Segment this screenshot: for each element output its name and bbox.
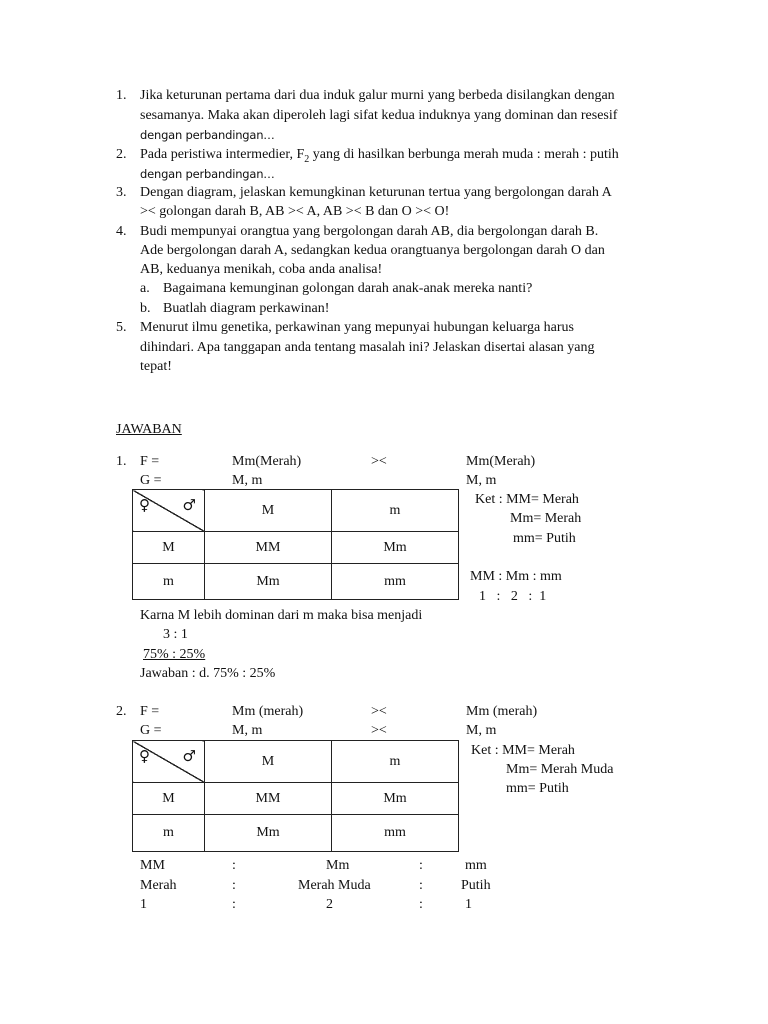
- question-1-line-1: Jika keturunan pertama dari dua induk galur murni yang berbeda disilangkan dengan: [140, 88, 615, 103]
- question-4a-label: a.: [140, 281, 150, 296]
- answer-2-ket-2: Mm= Merah Muda: [506, 762, 614, 777]
- question-4-line-1: Budi mempunyai orangtua yang bergolongan darah AB, dia bergolongan darah B.: [140, 224, 599, 239]
- answer-1-gamete-2: M, m: [466, 473, 497, 488]
- question-5-line-1: Menurut ilmu genetika, perkawinan yang mepunyai hubungan keluarga harus: [140, 320, 575, 335]
- answer-2-parent-2: Mm (merah): [466, 704, 538, 719]
- answer-1-row-label: M: [133, 532, 205, 564]
- answer-2-ket-1: Ket : MM= Merah: [471, 743, 575, 758]
- question-5-number: 5.: [116, 320, 127, 335]
- answer-1-corner-cell: [133, 490, 205, 532]
- answer-1-ratio-values: 1 : 2 : 1: [479, 589, 547, 604]
- summary-colon: :: [232, 897, 236, 912]
- answer-1-number: 1.: [116, 454, 127, 469]
- male-symbol-icon: ♂: [182, 496, 196, 514]
- summary-colon: :: [419, 897, 423, 912]
- answer-1-ket-1: Ket : MM= Merah: [475, 492, 579, 507]
- summary-ratio-1: 1: [140, 897, 147, 912]
- answer-1-gamete-1: M, m: [232, 473, 263, 488]
- question-4b-text: Buatlah diagram perkawinan!: [163, 301, 330, 316]
- answer-2-parent-1: Mm (merah): [232, 704, 304, 719]
- female-symbol-icon: ♀: [139, 747, 150, 765]
- question-5-line-2: dihindari. Apa tanggapan anda tentang masalah ini? Jelaskan disertai alasan yang: [140, 340, 595, 355]
- answer-1-cell: MM: [205, 532, 332, 564]
- answer-1-cell: Mm: [205, 564, 332, 600]
- answer-2-number: 2.: [116, 704, 127, 719]
- question-1-tail: dengan perbandingan…: [140, 128, 275, 142]
- question-4-line-2: Ade bergolongan darah A, sedangkan kedua orangtuanya bergolongan darah O dan: [140, 243, 605, 258]
- answer-2-row-label: M: [133, 783, 205, 815]
- question-1-number: 1.: [116, 88, 127, 103]
- answer-1-g-label: G =: [140, 473, 162, 488]
- summary-phenotype-merah: Merah: [140, 878, 177, 893]
- summary-genotype-mm-het: Mm: [326, 858, 350, 873]
- answer-2-f-label: F =: [140, 704, 160, 719]
- summary-genotype-mm-dom: MM: [140, 858, 165, 873]
- answer-1-f-label: F =: [140, 454, 160, 469]
- answer-1-ket-2: Mm= Merah: [510, 511, 582, 526]
- answer-2-cell: MM: [205, 783, 332, 815]
- question-4b-label: b.: [140, 301, 151, 316]
- question-2-number: 2.: [116, 147, 127, 162]
- summary-phenotype-putih: Putih: [461, 878, 491, 893]
- female-symbol-icon: ♀: [139, 496, 150, 514]
- summary-ratio-2: 2: [326, 897, 333, 912]
- answer-2-punnett-table: [132, 740, 459, 852]
- answer-2-ket-3: mm= Putih: [506, 781, 569, 796]
- question-3-number: 3.: [116, 185, 127, 200]
- answer-1-cell: Mm: [332, 532, 459, 564]
- answer-1-cell: mm: [332, 564, 459, 600]
- question-1-line-2: sesamanya. Maka akan diperoleh lagi sifat kedua induknya yang dominan dan resesif: [140, 108, 618, 123]
- answer-2-cross: ><: [371, 704, 387, 719]
- answer-1-cross: ><: [371, 454, 387, 469]
- answer-1-note-3: 75% : 25%: [143, 647, 206, 662]
- answer-1-ket-3: mm= Putih: [513, 531, 576, 546]
- question-4-line-3: AB, keduanya menikah, coba anda analisa!: [140, 262, 383, 277]
- question-2-tail: dengan perbandingan…: [140, 167, 275, 181]
- answer-1-parent-2: Mm(Merah): [466, 454, 536, 469]
- answer-2-cell: mm: [332, 815, 459, 852]
- answer-2-corner-cell: [133, 741, 205, 783]
- summary-colon: :: [419, 858, 423, 873]
- answer-1-note-2: 3 : 1: [163, 627, 188, 642]
- answer-1-header-cell: M: [205, 490, 332, 532]
- summary-genotype-mm-rec: mm: [465, 858, 487, 873]
- question-2-line: Pada peristiwa intermedier, $F_2$ yang di hasilkan berbunga merah muda : merah : putih: [140, 147, 619, 165]
- answer-2-g-label: G =: [140, 723, 162, 738]
- male-symbol-icon: ♂: [182, 747, 196, 765]
- summary-colon: :: [232, 858, 236, 873]
- answer-2-row-label: m: [133, 815, 205, 852]
- answer-2-gamete-1: M, m: [232, 723, 263, 738]
- answer-2-cell: Mm: [205, 815, 332, 852]
- question-4-number: 4.: [116, 224, 127, 239]
- answer-1-note-1: Karna M lebih dominan dari m maka bisa menjadi: [140, 608, 423, 623]
- question-3-line-2: >< golongan darah B, AB >< A, AB >< B dan O >< O!: [140, 204, 450, 219]
- answer-1-parent-1: Mm(Merah): [232, 454, 302, 469]
- answer-2-gamete-cross: ><: [371, 723, 387, 738]
- answer-2-gamete-2: M, m: [466, 723, 497, 738]
- summary-colon: :: [419, 878, 423, 893]
- summary-colon: :: [232, 878, 236, 893]
- question-3-line-1: Dengan diagram, jelaskan kemungkinan keturunan tertua yang bergolongan darah A: [140, 185, 612, 200]
- answer-1-punnett-table: [132, 489, 459, 600]
- answer-1-header-cell: m: [332, 490, 459, 532]
- answer-2-cell: Mm: [332, 783, 459, 815]
- answer-1-row-label: m: [133, 564, 205, 600]
- answer-1-final: Jawaban : d. 75% : 25%: [140, 666, 276, 681]
- question-5-line-3: tepat!: [140, 359, 172, 374]
- question-4a-text: Bagaimana kemunginan golongan darah anak-anak mereka nanti?: [163, 281, 533, 296]
- answer-1-ratio-label: MM : Mm : mm: [470, 569, 562, 584]
- summary-ratio-3: 1: [465, 897, 472, 912]
- answer-2-header-cell: M: [205, 741, 332, 783]
- answer-heading: JAWABAN: [116, 422, 182, 437]
- summary-phenotype-merah-muda: Merah Muda: [298, 878, 371, 893]
- answer-2-header-cell: m: [332, 741, 459, 783]
